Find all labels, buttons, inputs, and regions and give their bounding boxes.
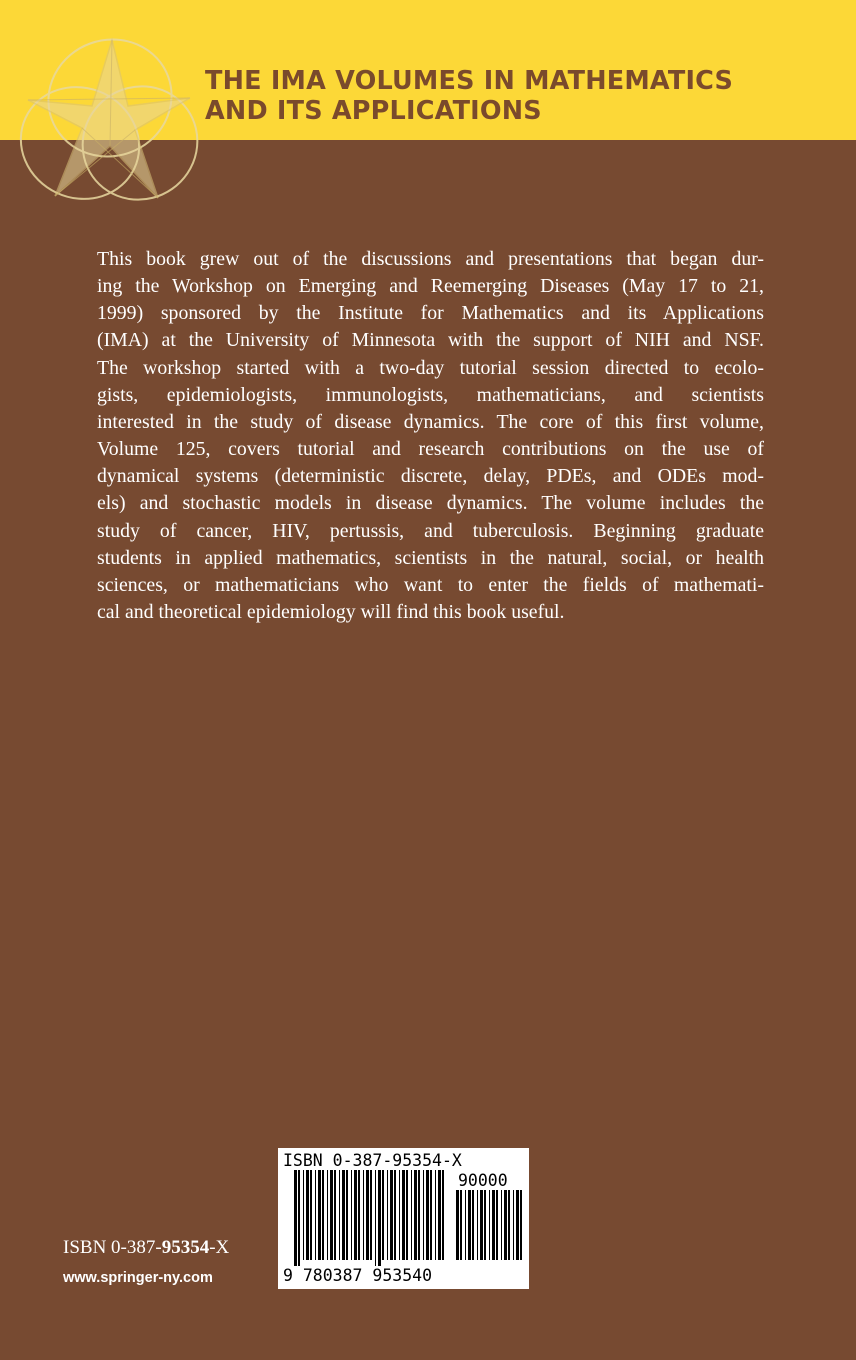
barcode-bar — [310, 1170, 312, 1260]
barcode-bar — [342, 1170, 345, 1260]
barcode-bar — [426, 1170, 429, 1260]
barcode-bar — [492, 1190, 495, 1260]
barcode-bar — [375, 1170, 376, 1266]
description-line: Volume 125, covers tutorial and research contributions on the use of — [97, 438, 764, 461]
barcode-bar — [327, 1170, 328, 1260]
barcode-bar — [339, 1170, 340, 1260]
description-line: els) and stochastic models in disease dynamics. The volume includes the — [97, 492, 764, 515]
barcode-addon-bars — [456, 1190, 524, 1266]
book-description — [97, 246, 764, 626]
barcode-bar — [477, 1190, 478, 1260]
description-line: cal and theoretical epidemiology will find this book useful. — [97, 601, 565, 624]
series-title — [205, 66, 733, 126]
barcode-bar — [351, 1170, 352, 1260]
barcode-bar — [330, 1170, 333, 1260]
description-line: students in applied mathematics, scientists in the natural, social, or health — [97, 546, 764, 569]
barcode-bar — [294, 1170, 297, 1266]
barcode-bar — [516, 1190, 519, 1260]
barcode-bar — [366, 1170, 369, 1260]
barcode-bar — [298, 1170, 300, 1266]
description-line: study of cancer, HIV, pertussis, and tuberculosis. Beginning graduate — [97, 519, 764, 542]
barcode-bar — [465, 1190, 466, 1260]
barcode-bar — [496, 1190, 498, 1260]
barcode-bar — [303, 1170, 304, 1260]
barcode-bar — [489, 1190, 490, 1260]
description-line: gists, epidemiologists, immunologists, mathematicians, and scientists — [97, 383, 764, 406]
barcode-bar — [484, 1190, 486, 1260]
barcode-bar — [442, 1170, 444, 1260]
barcode-bar — [460, 1190, 462, 1260]
isbn-prefix: ISBN 0-387- — [63, 1237, 162, 1258]
isbn-bold: 95354 — [161, 1237, 210, 1258]
barcode-bar — [438, 1170, 441, 1260]
description-line: The workshop started with a two-day tutorial session directed to ecolo- — [97, 356, 764, 379]
barcode-isbn-label: ISBN 0-387-95354-X — [283, 1151, 462, 1170]
description-line: 1999) sponsored by the Institute for Mathematics and its Applications — [97, 302, 764, 325]
barcode-bar — [513, 1190, 514, 1260]
barcode-digits: 9 780387 953540 — [283, 1266, 433, 1285]
barcode-bar — [399, 1170, 400, 1260]
barcode-bar — [456, 1190, 459, 1260]
barcode-price-code: 90000 — [458, 1171, 508, 1190]
barcode-bars — [294, 1170, 449, 1266]
barcode-bar — [402, 1170, 405, 1260]
barcode-bar — [387, 1170, 388, 1260]
isbn-suffix: -X — [209, 1237, 230, 1258]
barcode-bar — [430, 1170, 432, 1260]
barcode-bar — [423, 1170, 424, 1260]
barcode-bar — [370, 1170, 372, 1260]
ima-logo — [0, 28, 240, 228]
barcode-bar — [363, 1170, 364, 1260]
barcode-bar — [322, 1170, 324, 1260]
isbn-number — [63, 1237, 229, 1259]
barcode-bar — [354, 1170, 357, 1260]
barcode-bar — [472, 1190, 474, 1260]
barcode-bar — [406, 1170, 408, 1260]
barcode-bar — [315, 1170, 316, 1260]
barcode-bar — [435, 1170, 436, 1260]
barcode-bar — [411, 1170, 412, 1260]
description-line: This book grew out of the discussions and presentations that began dur- — [97, 248, 764, 270]
description-line: (IMA) at the University of Minnesota with the support of NIH and NSF. — [97, 329, 764, 352]
barcode-bar — [414, 1170, 417, 1260]
barcode-bar — [346, 1170, 348, 1260]
barcode-bar — [306, 1170, 309, 1260]
barcode-bar — [520, 1190, 522, 1260]
barcode-bar — [504, 1190, 507, 1260]
barcode-bar — [468, 1190, 471, 1260]
barcode-bar — [318, 1170, 321, 1260]
description-line: sciences, or mathematicians who want to enter the fields of mathemati- — [97, 573, 764, 596]
description-line: ing the Workshop on Emerging and Reemerging Diseases (May 17 to 21, — [97, 275, 764, 298]
barcode-bar — [390, 1170, 393, 1260]
barcode-bar — [334, 1170, 336, 1260]
barcode-bar — [358, 1170, 360, 1260]
barcode-bar — [382, 1170, 384, 1260]
barcode-bar — [418, 1170, 420, 1260]
barcode — [278, 1148, 529, 1289]
description-line: interested in the study of disease dynamics. The core of this first volume, — [97, 410, 764, 433]
description-line: dynamical systems (deterministic discrete, delay, PDEs, and ODEs mod- — [97, 465, 764, 488]
barcode-bar — [394, 1170, 396, 1260]
series-title-line: AND ITS APPLICATIONS — [205, 96, 542, 126]
barcode-bar — [501, 1190, 502, 1260]
barcode-bar — [378, 1170, 381, 1266]
barcode-bar — [480, 1190, 483, 1260]
barcode-bar — [508, 1190, 510, 1260]
website-link[interactable]: www.springer-ny.com — [63, 1270, 213, 1286]
series-title-line: THE IMA VOLUMES IN MATHEMATICS — [205, 66, 734, 96]
